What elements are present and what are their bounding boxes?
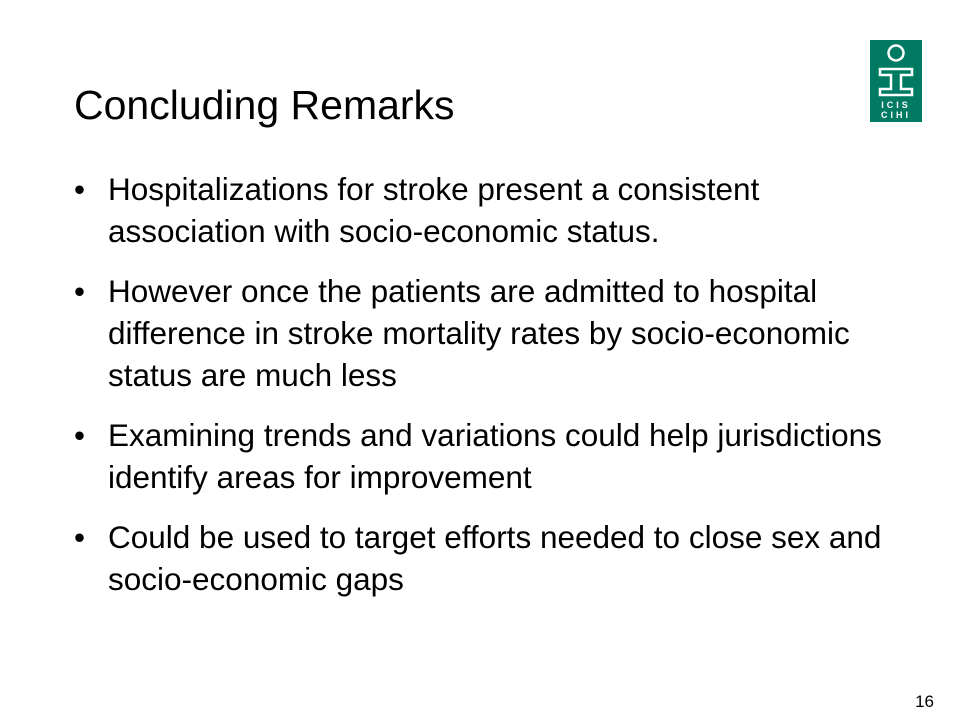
bullet-marker: • <box>74 171 86 207</box>
bullet-list <box>74 168 904 618</box>
bullet-text: Examining trends and variations could help jurisdictions identify areas for improvement <box>108 417 882 495</box>
bullet-marker: • <box>74 519 86 555</box>
bullet-item <box>74 168 904 252</box>
bullet-text: Hospitalizations for stroke present a consistent association with socio-economic status. <box>108 171 760 249</box>
bullet-item <box>74 270 904 396</box>
bullet-marker: • <box>74 273 86 309</box>
slide-title: Concluding Remarks <box>74 82 455 128</box>
cihi-logo <box>870 40 922 122</box>
cihi-logo-icon <box>870 40 922 122</box>
bullet-item <box>74 516 904 600</box>
bullet-text: Could be used to target efforts needed to close sex and socio-economic gaps <box>108 519 882 597</box>
logo-text-bottom: CIHI <box>881 110 911 120</box>
bullet-text: However once the patients are admitted to hospital difference in stroke mortality rates by socio-economic status are much less <box>108 273 850 393</box>
logo-text-top: ICIS <box>881 100 911 110</box>
bullet-item <box>74 414 904 498</box>
page-number: 16 <box>915 692 934 711</box>
bullet-marker: • <box>74 417 86 453</box>
